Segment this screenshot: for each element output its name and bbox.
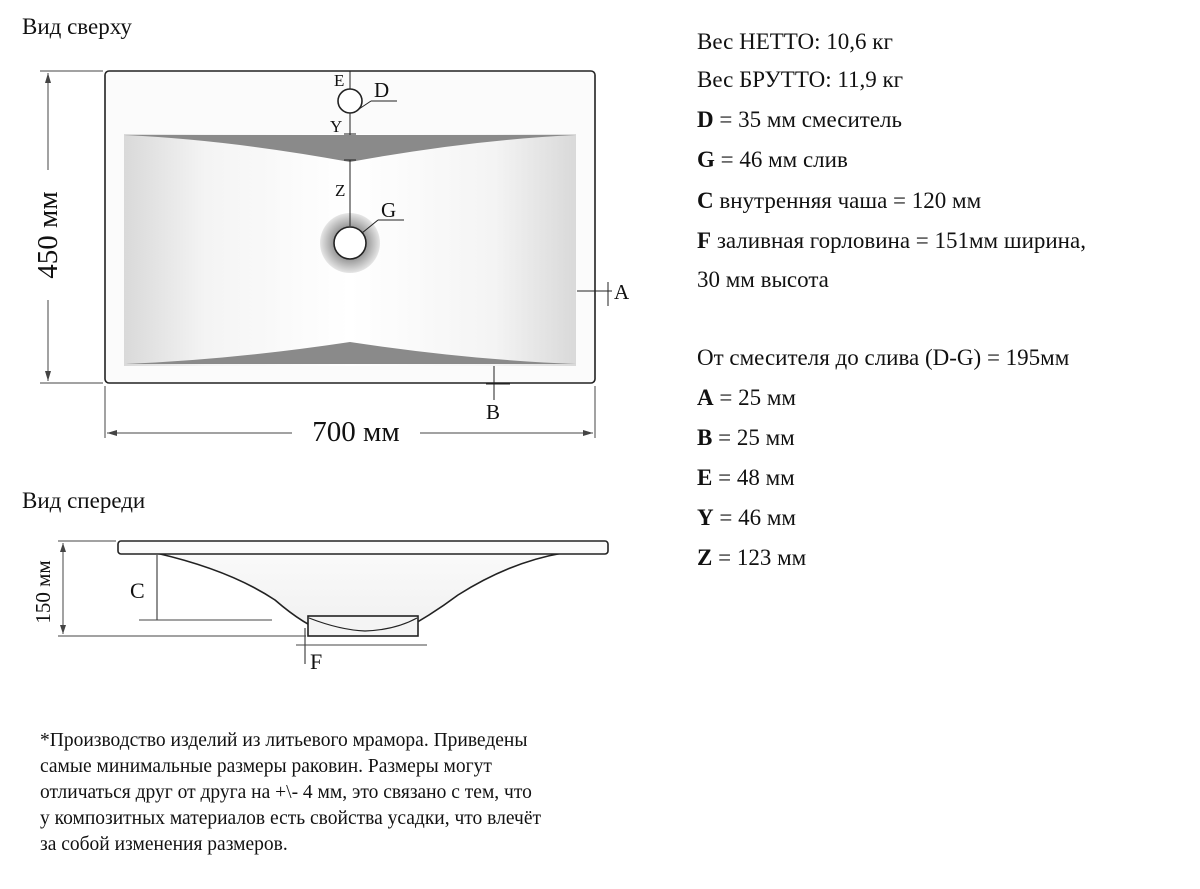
- width-label: 700 мм: [312, 416, 400, 448]
- spec-y-text: = 46 мм: [713, 505, 796, 530]
- spec-z: [697, 544, 806, 572]
- top-view-title: Вид сверху: [22, 14, 132, 39]
- spec-c: [697, 187, 981, 215]
- spec-mixer-to-drain: От смесителя до слива (D-G) = 195мм: [697, 345, 1070, 370]
- marker-d: D: [374, 78, 390, 102]
- spec-g-text: = 46 мм слив: [714, 147, 848, 172]
- spec-b-key: B: [697, 425, 713, 450]
- spec-y: [697, 504, 796, 532]
- countertop-slab: [118, 541, 608, 554]
- spec-a: [697, 384, 796, 412]
- spec-z-key: Z: [697, 545, 713, 570]
- spec-f-key: F: [697, 228, 712, 253]
- drain-neck: [308, 616, 418, 636]
- spec-d: [697, 106, 902, 134]
- spec-e: [697, 464, 795, 492]
- spec-d-key: D: [697, 107, 714, 132]
- mixer-hole-d: [338, 89, 362, 113]
- front-height-label: 150 мм: [31, 560, 55, 624]
- marker-e: E: [334, 71, 345, 90]
- spec-e-key: E: [697, 465, 713, 490]
- spec-f: [697, 227, 1086, 255]
- marker-f: F: [310, 649, 323, 674]
- marker-b: B: [486, 400, 501, 424]
- spec-c-key: C: [697, 188, 714, 213]
- marker-z: Z: [335, 181, 346, 200]
- marker-y: Y: [330, 117, 343, 136]
- spec-b: [697, 424, 795, 452]
- spec-b-text: = 25 мм: [712, 425, 795, 450]
- spec-e-text: = 48 мм: [712, 465, 795, 490]
- spec-a-key: A: [697, 385, 714, 410]
- spec-g-key: G: [697, 147, 715, 172]
- marker-a: A: [614, 280, 630, 304]
- spec-g: [697, 146, 848, 174]
- spec-f-text: заливная горловина = 151мм ширина,: [711, 228, 1086, 253]
- spec-gross-weight: Вес БРУТТО: 11,9 кг: [697, 67, 904, 92]
- footnote: *Производство изделий из литьевого мрамора. Приведены самые минимальные размеры раковин. Размеры могут отличаться друг от друга на +\- 4 мм, это связано с тем, что у композитных материалов есть свойства усадки, что влечёт за собой изменения размеров.: [40, 730, 542, 855]
- marker-g: G: [381, 198, 397, 222]
- spec-net-weight: Вес НЕТТО: 10,6 кг: [697, 29, 893, 54]
- spec-y-key: Y: [697, 505, 714, 530]
- spec-c-text: внутренняя чаша = 120 мм: [713, 188, 982, 213]
- spec-f-continuation: 30 мм высота: [697, 267, 829, 292]
- spec-z-text: = 123 мм: [712, 545, 807, 570]
- spec-d-text: = 35 мм смеситель: [713, 107, 902, 132]
- top-view: [32, 71, 630, 448]
- height-label: 450 мм: [32, 191, 64, 279]
- spec-a-text: = 25 мм: [713, 385, 796, 410]
- front-view: [31, 541, 608, 674]
- front-view-title: Вид спереди: [22, 488, 146, 513]
- drain-hole-g: [334, 227, 366, 259]
- marker-c: C: [130, 578, 145, 603]
